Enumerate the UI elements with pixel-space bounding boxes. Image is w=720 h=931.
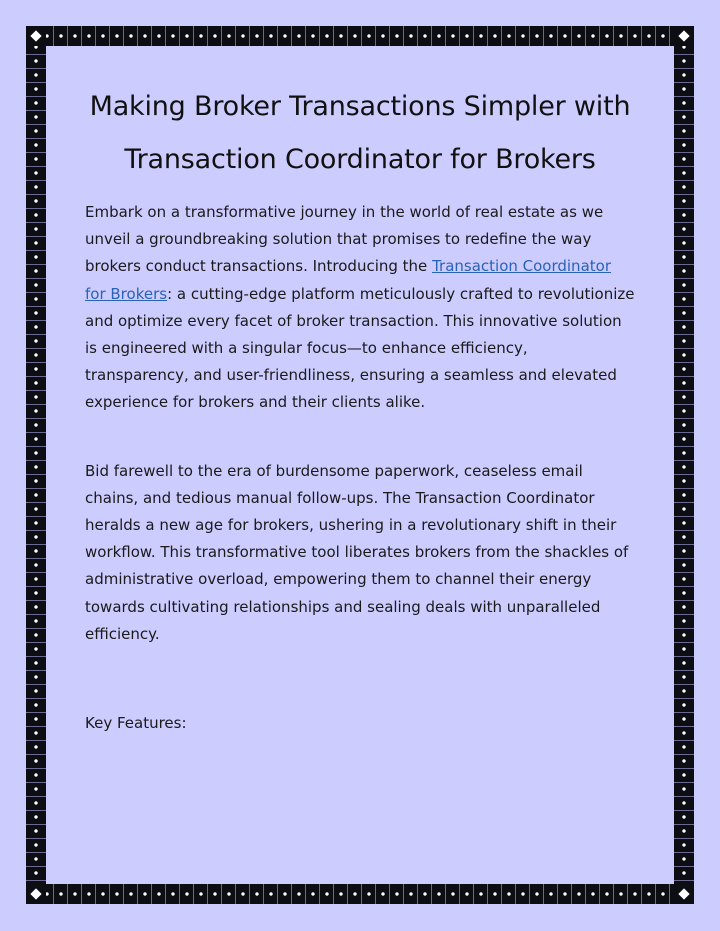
- intro-paragraph: [85, 199, 635, 417]
- decorative-border-right: [674, 26, 694, 904]
- key-features-heading: Key Features:: [85, 714, 187, 733]
- transaction-coordinator-link[interactable]: Transaction Coordinator for Brokers: [85, 257, 611, 303]
- border-corner-icon: [674, 884, 694, 904]
- border-corner-icon: [26, 884, 46, 904]
- page-title: Making Broker Transactions Simpler with Transaction Coordinator for Brokers: [89, 91, 631, 175]
- intro-text-start: Embark on a transformative journey in the world of real estate as we unveil a groundbreaking solution that promises to redefine the way brokers conduct transactions. Introducing the: [85, 203, 604, 276]
- decorative-border-top: [26, 26, 694, 46]
- border-corner-icon: [674, 26, 694, 46]
- decorative-border-left: [26, 26, 46, 904]
- second-paragraph: Bid farewell to the era of burdensome paperwork, ceaseless email chains, and tedious manual follow-ups. The Transaction Coordinator heralds a new age for brokers, ushering in a revolutionary shift in their workflow. This transformative tool liberates brokers from the shackles of administrative overload, empowering them to channel their energy towards cultivating relationships and sealing deals with unparalleled efficiency.: [85, 461, 629, 643]
- border-corner-icon: [26, 26, 46, 46]
- intro-text-end: : a cutting-edge platform meticulously crafted to revolutionize and optimize every facet of broker transaction. This innovative solution is engineered with a singular focus—to enhance efficiency, transparency, and user-friendliness, ensuring a seamless and elevated experience for brokers and their clients alike.: [85, 284, 635, 412]
- decorative-border-bottom: [26, 884, 694, 904]
- document-body: [85, 80, 635, 735]
